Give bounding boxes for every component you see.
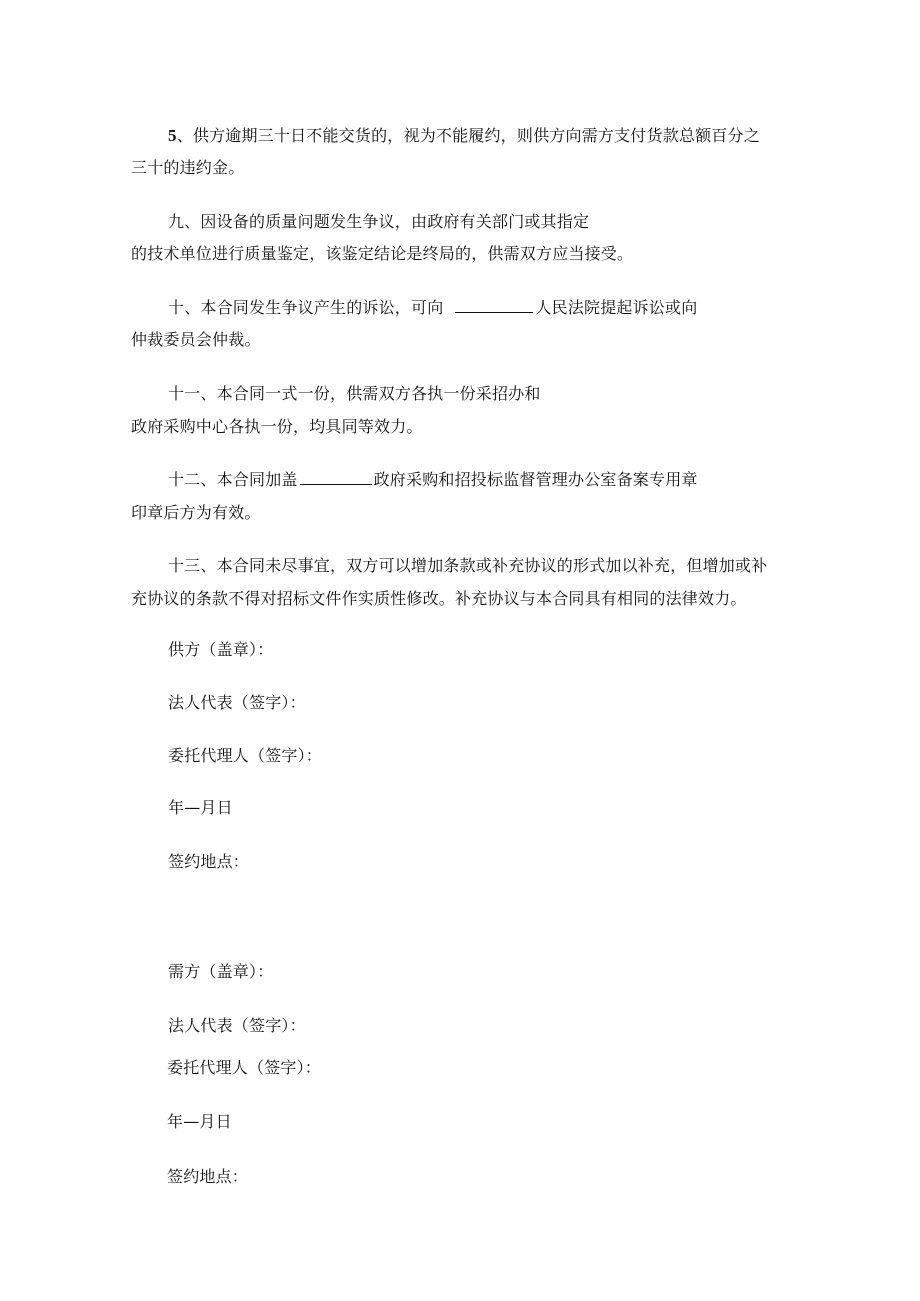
clause-5-line-2: 三十的违约金。 <box>131 158 245 177</box>
clause-13-line-2: 充协议的条款不得对招标文件作实质性修改。补充协议与本合同具有相同的法律效力。 <box>131 589 747 608</box>
clause-5-text: 、供方逾期三十日不能交货的，视为不能履约，则供方向需方支付货款总额百分之 <box>176 126 760 145</box>
clause-5-number: 5 <box>168 126 177 145</box>
clause-12-text-after: 政府采购和招投标监督管理办公室备案专用章 <box>373 470 698 489</box>
clause-12-text-before: 十二、本合同加盖 <box>168 470 298 489</box>
buyer-agent: 委托代理人（签字）： <box>167 1058 322 1077</box>
clause-13-line-1: 十三、本合同未尽事宜，双方可以增加条款或补充协议的形式加以补充，但增加或补 <box>168 556 768 575</box>
supplier-date: 年—月日 <box>168 798 233 817</box>
office-name-blank <box>300 469 372 485</box>
clause-12-line-1 <box>168 469 698 491</box>
buyer-place: 签约地点： <box>167 1167 249 1186</box>
supplier-legal-rep: 法人代表（签字）： <box>168 693 306 712</box>
clause-9-line-2: 的技术单位进行质量鉴定，该鉴定结论是终局的，供需双方应当接受。 <box>131 244 634 263</box>
clause-11-line-2: 政府采购中心各执一份，均具同等效力。 <box>131 417 423 436</box>
clause-10-text-before: 十、本合同发生争议产生的诉讼，可向 <box>168 298 444 317</box>
buyer-date: 年—月日 <box>167 1112 232 1131</box>
court-name-blank <box>455 297 533 313</box>
supplier-place: 签约地点： <box>168 852 250 871</box>
clause-9-line-1: 九、因设备的质量问题发生争议，由政府有关部门或其指定 <box>168 212 590 231</box>
buyer-legal-rep: 法人代表（签字）： <box>168 1016 306 1035</box>
buyer-seal: 需方（盖章）： <box>168 962 274 981</box>
clause-11-line-1: 十一、本合同一式一份，供需双方各执一份采招办和 <box>168 384 541 403</box>
supplier-seal: 供方（盖章）： <box>168 640 274 659</box>
clause-10-line-1 <box>168 297 697 319</box>
clause-10-line-2: 仲裁委员会仲裁。 <box>131 330 261 349</box>
clause-12-line-2: 印章后方为有效。 <box>131 503 261 522</box>
clause-5-line-1 <box>168 125 760 147</box>
clause-10-text-after: 人民法院提起诉讼或向 <box>535 298 698 317</box>
supplier-agent: 委托代理人（签字）： <box>168 746 323 765</box>
